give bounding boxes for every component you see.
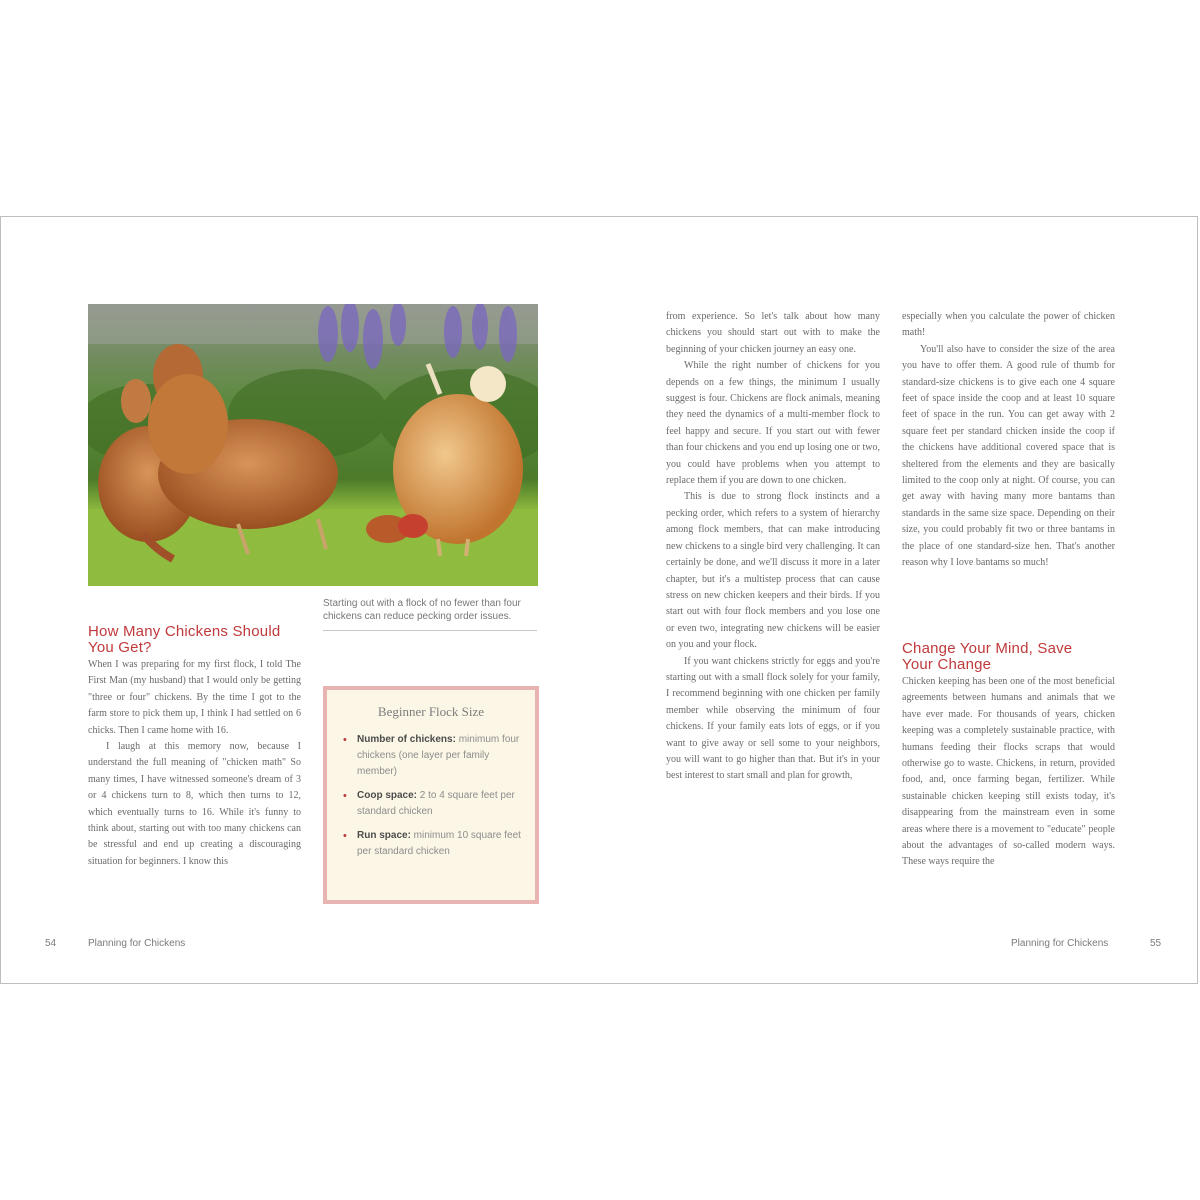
left-body-column [88,657,301,870]
body-paragraph: When I was preparing for my first flock, I told The First Man (my husband) that I would only be getting "three or four" chickens. By the time I got to the farm store to pick them up, I think I had settled on 6 chicks. Then I came home with 16. [88,659,301,736]
right-body-column-2-top [902,309,1115,572]
right-body-column-1 [666,309,880,785]
body-paragraph: You'll also have to consider the size of the area you have to offer them. A good rule of thumb for standard-size chickens is to give each one 4 square feet of space inside the coop and at least 10 square feet of space in the run. You can get away with 2 square feet per standard chicken inside the coop if the chickens have additional covered space that is sheltered from the elements and they are basically limited to the coop only at night. Of course, you can get away with having many more bantams than standards in the same size space. Depending on their size, you could probably fit two or three bantams in the place of one standard-size hen. That's another reason why I love bantams so much! [902,343,1115,569]
sidebar-item: • Run space: minimum 10 square feet per standard chicken [343,830,521,857]
bullet-icon: • [343,734,347,746]
bullet-icon: • [343,790,347,802]
body-paragraph: I laugh at this memory now, because I understand the full meaning of "chicken math" So many times, I have witnessed someone's dream of 3 or 4 chickens turn to 8, which then turns to 12, which eventually turns to 16. While it's funny to think about, starting out with too many chickens can be stressful and end up creating a discouraging situation for beginners. I know this [88,741,301,867]
body-paragraph: especially when you calculate the power of chicken math! [902,311,1115,339]
photo-caption: Starting out with a flock of no fewer than four chickens can reduce pecking order issues. [323,597,537,631]
sidebar-item: • Number of chickens: minimum four chickens (one layer per family member) [343,734,520,777]
page-number-right: 55 [1150,938,1162,949]
running-title-right: Planning for Chickens [1011,938,1109,949]
section-heading-how-many: How Many Chickens Should You Get? [88,623,281,656]
page-number-left: 54 [45,938,57,949]
body-paragraph: Chicken keeping has been one of the most beneficial agreements between humans and animals that we have ever made. For thousands of years, chicken keeping was a completely sustainable practice, with humans feeding their flocks scraps that would otherwise go to waste. Chickens, in return, provided food, and, once farming began, fertilizer. While sustainable chicken keeping still exists today, it's disappearing from the mainstream even in some areas where there is a movement to "educate" people about the advantages of so-called modern ways. These ways require the [902,676,1115,868]
book-spread [0,216,1198,984]
chickens-photo [88,304,538,586]
right-body-column-2-bottom [902,674,1115,871]
body-paragraph: This is due to strong flock instincts and a pecking order, which refers to a system of hierarchy among flock members, that can make introducing new chickens to a single bird very challenging. It can certainly be done, and we'll discuss it more in a later chapter, but it's a multistep process that can cause stress on new chicken keepers and their birds. If you start out with four flock members and you lose one or even two, integrating new chickens will be easier on you and your flock. [666,491,880,651]
sidebar-item: • Coop space: 2 to 4 square feet per standard chicken [343,790,515,817]
section-heading-change-your-mind: Change Your Mind, Save Your Change [902,640,1073,673]
bullet-icon: • [343,830,347,842]
body-paragraph: If you want chickens strictly for eggs and you're starting out with a small flock solely for your family, I recommend beginning with one chicken per family member while observing the minimum of four chickens. If your family eats lots of eggs, or if you want to give away or sell some to your neighbors, you will want to go higher than that. But it's in your best interest to start small and plan for growth, [666,655,880,782]
body-paragraph: from experience. So let's talk about how many chickens you should start out with to make the beginning of your chicken journey an easy one. [666,311,880,355]
body-paragraph: While the right number of chickens for you depends on a few things, the minimum I usually suggest is four. Chickens are flock animals, meaning they need the dynamics of a multi-member flock to feel happy and secure. If you start out with fewer than four chickens and you end up losing one or two, you could have problems when you attempt to replace them if you are down to one chicken. [666,360,880,487]
running-title-left: Planning for Chickens [88,938,186,949]
sidebar-title: Beginner Flock Size [377,704,485,719]
beginner-flock-size-box [323,686,539,904]
